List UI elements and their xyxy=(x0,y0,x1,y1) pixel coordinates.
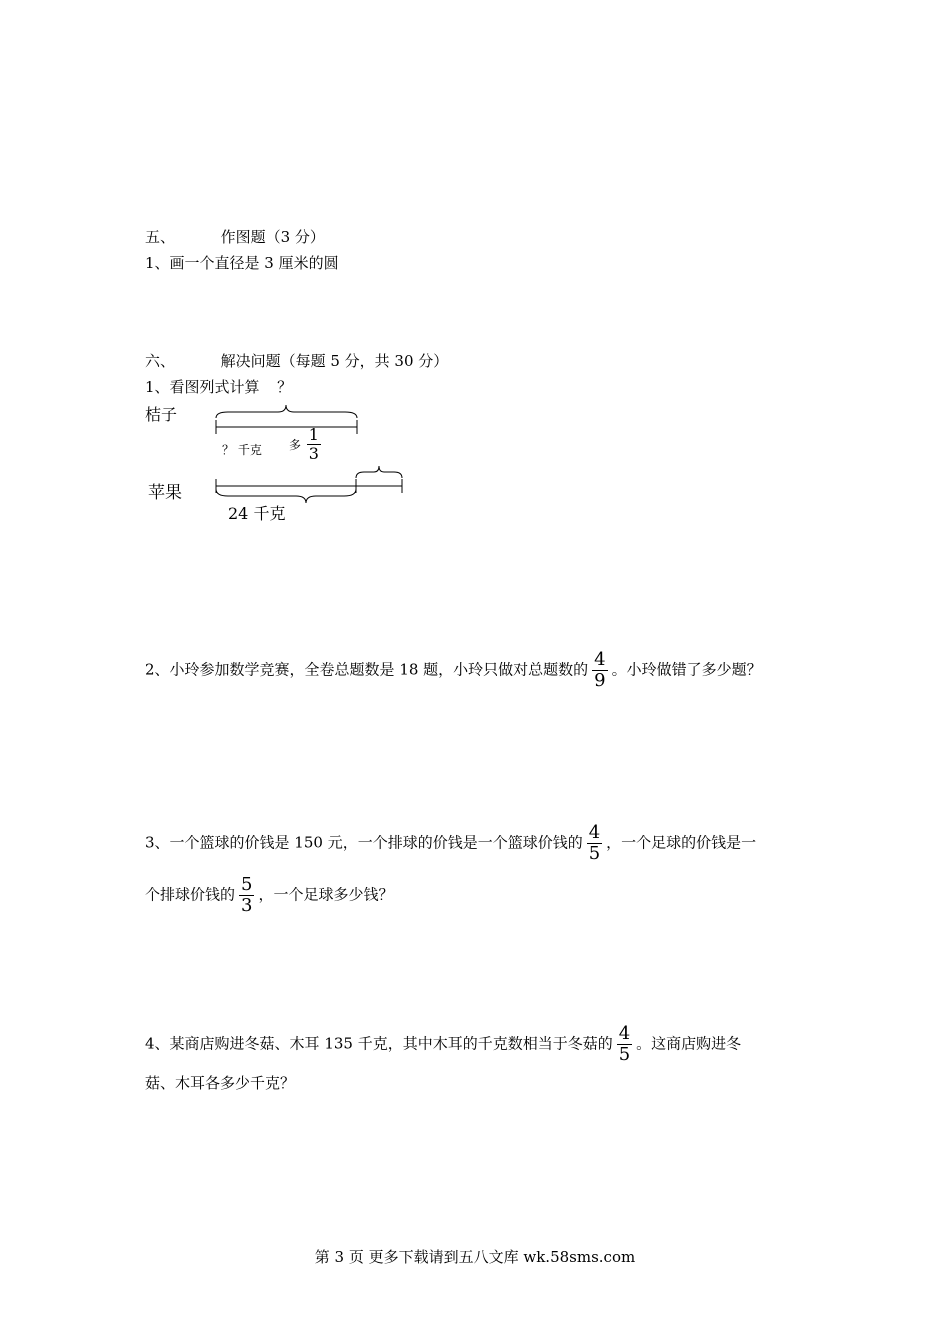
more-fraction-label xyxy=(289,426,321,463)
section-title: 解决问题（每题 5 分，共 30 分） xyxy=(220,352,449,370)
apple-label: 苹果 xyxy=(148,483,182,503)
section-number: 五、 xyxy=(145,228,176,246)
denominator: 9 xyxy=(594,670,606,691)
fraction xyxy=(307,426,321,463)
denominator: 3 xyxy=(241,895,253,916)
numerator: 4 xyxy=(594,649,606,670)
fraction xyxy=(592,650,607,691)
denominator: 3 xyxy=(308,444,319,463)
question-text: 1、画一个直径是 3 厘米的圆 xyxy=(145,254,339,272)
question-2 xyxy=(145,650,762,691)
orange-label: 桔子 xyxy=(145,405,178,424)
question-text: ，一个足球多少钱？ xyxy=(258,885,394,904)
apple-bar xyxy=(216,479,402,493)
question-text: 4、某商店购进冬菇、木耳 135 千克，其中木耳的千克数相当于冬菇的 xyxy=(145,1034,613,1053)
numerator: 4 xyxy=(588,822,601,843)
extra-brace xyxy=(356,466,402,478)
numerator: 4 xyxy=(618,1023,631,1044)
section-title: 作图题（3 分） xyxy=(220,228,325,246)
numerator: 5 xyxy=(241,874,253,895)
page-footer: 第 3 页 更多下载请到五八文库 wk.58sms.com xyxy=(314,1248,636,1266)
question-text: 3、一个篮球的价钱是 150 元，一个排球的价钱是一个篮球价钱的 xyxy=(145,833,583,852)
question-text: ，一个足球的价钱是一 xyxy=(606,833,757,852)
fraction xyxy=(239,875,254,916)
question-text: 2、小玲参加数学竞赛，全卷总题数是 18 题，小玲只做对总题数的 xyxy=(145,660,589,679)
question-text: 个排球价钱的 xyxy=(145,885,236,904)
question-4-line-1 xyxy=(145,1024,741,1065)
orange-brace xyxy=(216,405,357,418)
question-3-line-1 xyxy=(145,823,756,864)
denominator: 5 xyxy=(588,843,601,864)
fraction xyxy=(617,1024,632,1065)
orange-unknown-label: ？ 千克 xyxy=(222,443,262,457)
fraction xyxy=(587,823,602,864)
denominator: 5 xyxy=(618,1044,631,1065)
orange-bar xyxy=(216,420,357,434)
question-text: 。这商店购进冬 xyxy=(636,1034,742,1053)
section-number: 六、 xyxy=(145,352,176,370)
question-text: 1、看图列式计算 xyxy=(145,378,260,396)
question-text: 。小玲做错了多少题？ xyxy=(611,660,762,679)
question-3-line-2 xyxy=(145,875,393,916)
question-4-line-2: 菇、木耳各多少千克？ xyxy=(145,1074,296,1092)
question-mark: ？ xyxy=(277,378,293,396)
apple-total-label: 24 千克 xyxy=(228,504,286,523)
more-prefix: 多 xyxy=(289,438,302,452)
numerator: 1 xyxy=(308,425,319,444)
